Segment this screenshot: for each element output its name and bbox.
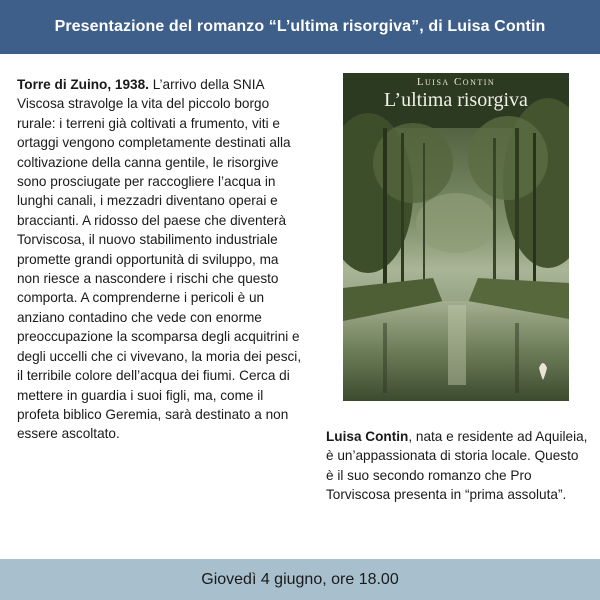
- synopsis-text: L’arrivo della SNIA Viscosa stravolge la vita del piccolo borgo rurale: i terreni già coltivati a frumento, viti e ortaggi vengono completamente destinati alla coltivazione della canna gentile, le risorgive sono prosciugate per raccogliere l’acqua in lunghi canali, i mezzadri diventano operai e braccianti. A ridosso del paese che diventerà Torviscosa, il nuovo stabilimento industriale promette grandi opportunità di sviluppo, ma non riesce a nascondere i rischi che questo comporta. A comprenderne i pericoli è un anziano contadino che vede con enorme preoccupazione la scomparsa degli acquitrini e degli uccelli che ci vivevano, la moria dei pesci, il terribile colore dell’acqua dei fiumi. Cerca di mettere in guardia i suoi figli, ma, come il profeta biblico Geremia, sarà destinato a non essere ascoltato.: [17, 77, 302, 442]
- page-header: [0, 0, 600, 54]
- book-cover-painting: [343, 73, 569, 401]
- author-bio: [326, 427, 588, 505]
- book-synopsis: [17, 75, 302, 444]
- synopsis-lead: Torre di Zuino, 1938.: [17, 77, 149, 92]
- book-cover: [343, 73, 569, 401]
- event-date: Giovedì 4 giugno, ore 18.00: [201, 570, 399, 588]
- author-name: Luisa Contin: [326, 429, 409, 444]
- book-cover-author: Luisa Contin: [416, 76, 496, 88]
- page-title: Presentazione del romanzo “L’ultima risorgiva”, di Luisa Contin: [54, 18, 546, 35]
- author-bio-text: , nata e residente ad Aquileia, è un’appassionata di storia locale. Questo è il suo secondo romanzo che Pro Torviscosa presenta in “prima assoluta”.: [326, 429, 588, 503]
- book-cover-title: L’ultima risorgiva: [384, 89, 528, 111]
- event-footer: [0, 559, 600, 600]
